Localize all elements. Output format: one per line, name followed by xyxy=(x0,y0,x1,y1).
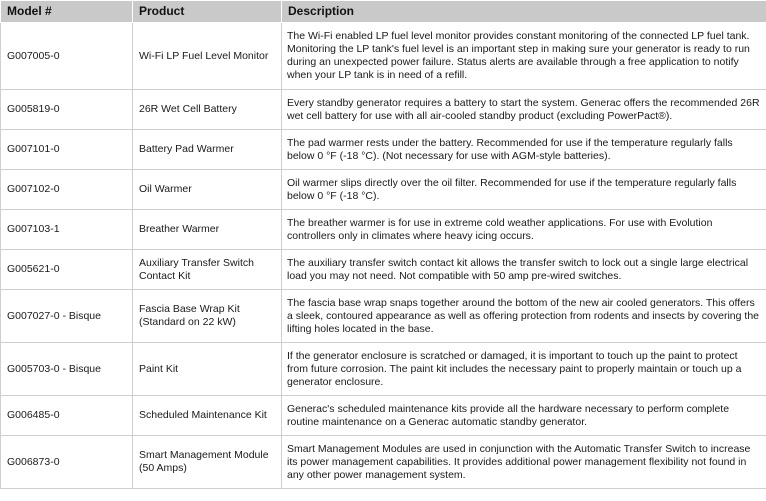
product-cell: Paint Kit xyxy=(133,343,282,396)
description-cell: The fascia base wrap snaps together around the bottom of the new air cooled generators. This offers a sleek, contoured appearance as well as offering protection from rodents and insects by covering the lifting holes located in the base. xyxy=(282,290,766,343)
description-cell: The pad warmer rests under the battery. Recommended for use if the temperature regularly falls below 0 °F (-18 °C). (Not necessary for use with AGM-style batteries). xyxy=(282,130,766,170)
model-cell: G005819-0 xyxy=(1,90,133,130)
description-cell: The Wi-Fi enabled LP fuel level monitor provides constant monitoring of the connected LP fuel tank. Monitoring the LP tank's fuel level is an important step in making sure your generator is ready to run during an unexpected power failure. Status alerts are available through a free application to notify when your LP tank is in need of a refill. xyxy=(282,23,766,90)
model-cell: G007027-0 - Bisque xyxy=(1,290,133,343)
product-cell: Wi-Fi LP Fuel Level Monitor xyxy=(133,23,282,90)
table-row xyxy=(1,290,766,343)
model-cell: G006873-0 xyxy=(1,436,133,489)
description-cell: If the generator enclosure is scratched or damaged, it is important to touch up the paint to protect from future corrosion. The paint kit includes the necessary paint to properly maintain or touch up a generator enclosure. xyxy=(282,343,766,396)
product-cell: Breather Warmer xyxy=(133,210,282,250)
description-cell: Smart Management Modules are used in conjunction with the Automatic Transfer Switch to increase its power management capabilities. It provides additional power management flexibility not found in any other power management system. xyxy=(282,436,766,489)
product-cell: Auxiliary Transfer Switch Contact Kit xyxy=(133,250,282,290)
product-cell: 26R Wet Cell Battery xyxy=(133,90,282,130)
header-model: Model # xyxy=(1,1,133,23)
model-cell: G007102-0 xyxy=(1,170,133,210)
table-body xyxy=(1,23,766,489)
table-row xyxy=(1,396,766,436)
table-row xyxy=(1,343,766,396)
header-row xyxy=(1,1,766,23)
model-cell: G005703-0 - Bisque xyxy=(1,343,133,396)
description-cell: Oil warmer slips directly over the oil filter. Recommended for use if the temperature regularly falls below 0 °F (-18 °C). xyxy=(282,170,766,210)
model-cell: G007005-0 xyxy=(1,23,133,90)
model-cell: G007103-1 xyxy=(1,210,133,250)
product-cell: Battery Pad Warmer xyxy=(133,130,282,170)
product-cell: Fascia Base Wrap Kit (Standard on 22 kW) xyxy=(133,290,282,343)
product-cell: Oil Warmer xyxy=(133,170,282,210)
model-cell: G006485-0 xyxy=(1,396,133,436)
product-cell: Scheduled Maintenance Kit xyxy=(133,396,282,436)
table-row xyxy=(1,130,766,170)
table-row xyxy=(1,23,766,90)
table-header xyxy=(1,1,766,23)
model-cell: G007101-0 xyxy=(1,130,133,170)
table-row xyxy=(1,90,766,130)
description-cell: The breather warmer is for use in extreme cold weather applications. For use with Evolution controllers only in climates where heavy icing occurs. xyxy=(282,210,766,250)
product-cell: Smart Management Module (50 Amps) xyxy=(133,436,282,489)
description-cell: Generac's scheduled maintenance kits provide all the hardware necessary to perform complete routine maintenance on a Generac automatic standby generator. xyxy=(282,396,766,436)
table-row xyxy=(1,436,766,489)
header-description: Description xyxy=(282,1,766,23)
description-cell: Every standby generator requires a battery to start the system. Generac offers the recommended 26R wet cell battery for use with all air-cooled standby product (excluding PowerPact®). xyxy=(282,90,766,130)
table-row xyxy=(1,210,766,250)
table-row xyxy=(1,250,766,290)
table-row xyxy=(1,170,766,210)
model-cell: G005621-0 xyxy=(1,250,133,290)
header-product: Product xyxy=(133,1,282,23)
description-cell: The auxiliary transfer switch contact kit allows the transfer switch to lock out a single large electrical load you may not need. Not compatible with 50 amp pre-wired switches. xyxy=(282,250,766,290)
